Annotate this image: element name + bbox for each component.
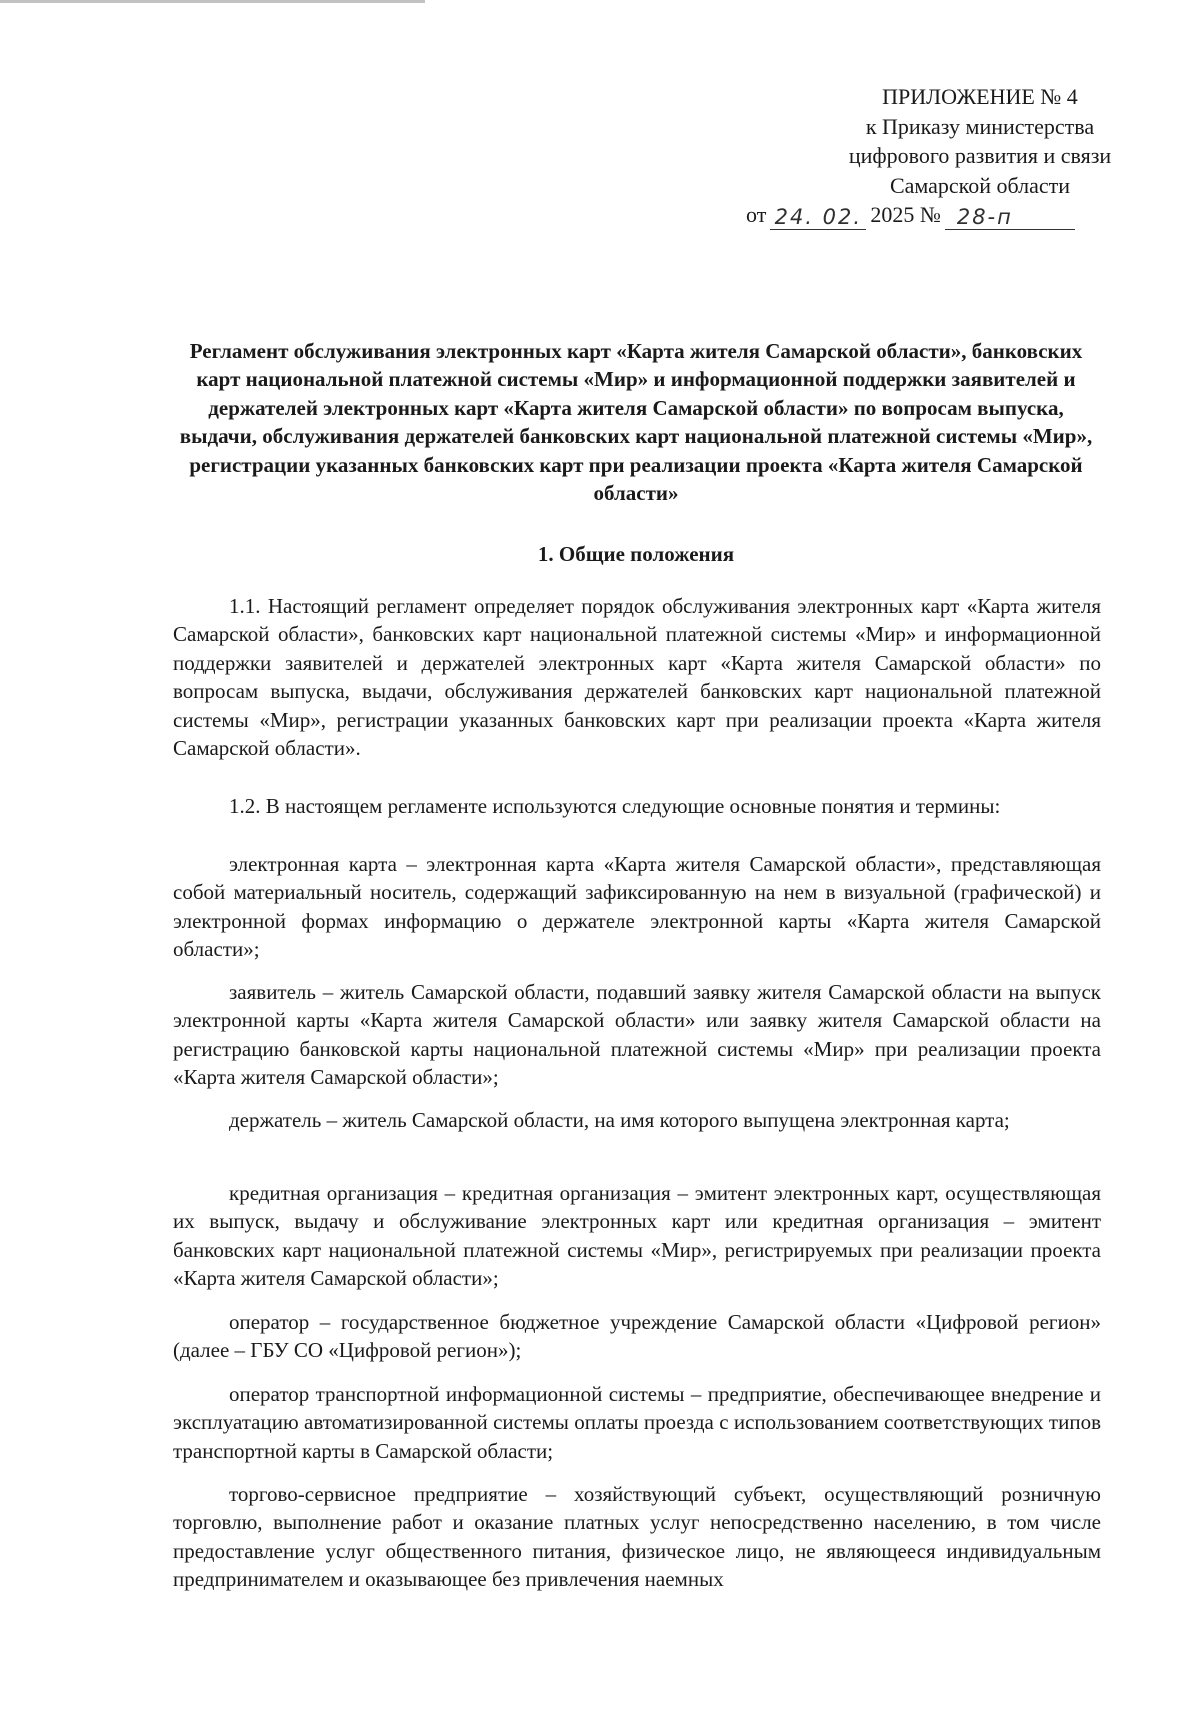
term-holder: держатель – житель Самарской области, на имя которого выпущена электронная карта; xyxy=(229,1108,1010,1132)
handwritten-date: 24. 02. xyxy=(770,205,866,230)
term-block xyxy=(173,1179,1101,1293)
term-block xyxy=(173,1106,1101,1134)
term-electronic-card: электронная карта – электронная карта «Карта жителя Самарской области», представляющая собой материальный носитель, содержащий зафиксированную на нем в визуальной (графической) и электронной формах информацию о держателе электронной карты «Карта жителя Самарской области»; xyxy=(173,852,1101,962)
annex-block xyxy=(746,82,1200,230)
term-block xyxy=(173,1480,1101,1594)
annex-line-ministry: цифрового развития и связи xyxy=(848,143,1112,168)
annex-line-order: к Приказу министерства xyxy=(865,113,1095,139)
term-block xyxy=(173,978,1101,1092)
paragraph-1-1: 1.1. Настоящий регламент определяет порядок обслуживания электронных карт «Карта жителя Самарской области», банковских карт национальной платежной системы «Мир» и информационной поддержки заявителей и держателей электронных карт «Карта жителя Самарской области» по вопросам выпуска, выдачи, обслуживания держателей банковских карт национальной платежной системы «Мир», регистрации указанных банковских карт при реализации проекта «Карта жителя Самарской области». xyxy=(173,594,1101,761)
term-transport-operator: оператор транспортной информационной системы – предприятие, обеспечивающее внедрение и эксплуатацию автоматизированной системы оплаты проезда с использованием соответствующих типов транспортной карты в Самарской области; xyxy=(173,1382,1101,1463)
section-heading: 1. Общие положения xyxy=(537,542,735,566)
annex-date-line xyxy=(746,200,1186,230)
date-year: 2025 № xyxy=(870,202,941,227)
paragraph-1-1-block xyxy=(173,592,1101,762)
paragraph-1-2-block xyxy=(173,792,1101,820)
term-credit-organization: кредитная организация – кредитная организация – эмитент электронных карт, осуществляющая их выпуск, выдачу и обслуживание электронных карт или кредитная организация – эмитент банковских карт национальной платежной системы «Мир», регистрируемых при реализации проекта «Карта жителя Самарской области»; xyxy=(173,1181,1101,1291)
document-title: Регламент обслуживания электронных карт «Карта жителя Самарской области», банковских карт национальной платежной системы «Мир» и информационной поддержки заявителей и держателей электронных карт «Карта жителя Самарской области» по вопросам выпуска, выдачи, обслуживания держателей банковских карт национальной платежной системы «Мир», регистрации указанных банковских карт при реализации проекта «Карта жителя Самарской области» xyxy=(179,339,1093,506)
term-block xyxy=(173,850,1101,964)
term-applicant: заявитель – житель Самарской области, подавший заявку жителя Самарской области на выпуск электронной карты «Карта жителя Самарской области» или заявку жителя Самарской области на регистрацию банковской карты национальной платежной системы «Мир» при реализации проекта «Карта жителя Самарской области»; xyxy=(173,980,1101,1090)
term-trade-enterprise: торгово-сервисное предприятие – хозяйствующий субъект, осуществляющий розничную торговлю, выполнение работ и оказание платных услуг непосредственно населению, в том числе предоставление услуг общественного питания, физическое лицо, не являющееся индивидуальным предпринимателем и оказывающее без привлечения наемных xyxy=(173,1482,1101,1592)
handwritten-order-number: 28-п xyxy=(945,205,1075,230)
annex-line-region: Самарской области xyxy=(889,172,1071,198)
date-prefix: от xyxy=(746,202,767,227)
term-operator: оператор – государственное бюджетное учреждение Самарской области «Цифровой регион» (далее – ГБУ СО «Цифровой регион»); xyxy=(173,1310,1101,1363)
paragraph-1-2: 1.2. В настоящем регламенте используются следующие основные понятия и термины: xyxy=(229,794,1001,818)
term-block xyxy=(173,1308,1101,1365)
annex-title: ПРИЛОЖЕНИЕ № 4 xyxy=(882,84,1078,109)
term-block xyxy=(173,1380,1101,1465)
scan-edge-line xyxy=(0,0,425,3)
